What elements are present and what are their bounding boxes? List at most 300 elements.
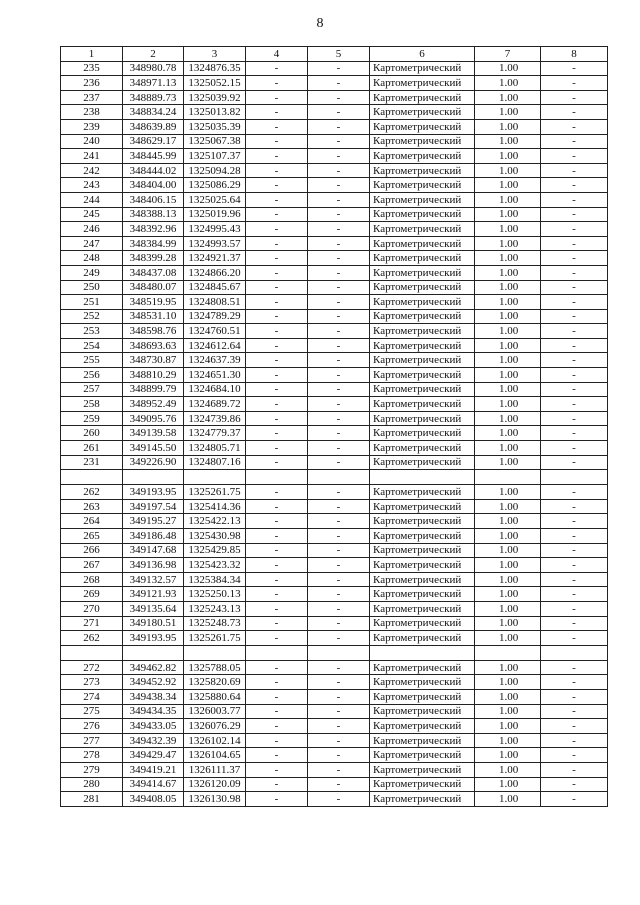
- point-number-cell: 281: [61, 792, 123, 807]
- method-cell: Картометрический: [370, 61, 475, 76]
- col-5-cell: -: [308, 207, 370, 222]
- col-5-cell: -: [308, 192, 370, 207]
- table-row: [61, 616, 608, 631]
- point-number-cell: 275: [61, 704, 123, 719]
- empty-cell: [370, 470, 475, 485]
- method-cell: Картометрический: [370, 733, 475, 748]
- method-cell: Картометрический: [370, 382, 475, 397]
- point-number-cell: 251: [61, 295, 123, 310]
- col-8-cell: -: [541, 514, 608, 529]
- coord-y-cell: 1324995.43: [184, 222, 246, 237]
- col-5-cell: -: [308, 616, 370, 631]
- col-4-cell: -: [246, 265, 308, 280]
- col-5-cell: -: [308, 455, 370, 470]
- col-4-cell: -: [246, 660, 308, 675]
- accuracy-cell: 1.00: [475, 514, 541, 529]
- point-number-cell: 238: [61, 105, 123, 120]
- coord-y-cell: 1324807.16: [184, 455, 246, 470]
- method-cell: Картометрический: [370, 748, 475, 763]
- col-5-cell: -: [308, 426, 370, 441]
- coord-y-cell: 1325414.36: [184, 499, 246, 514]
- coord-x-cell: 349195.27: [123, 514, 184, 529]
- col-8-cell: -: [541, 280, 608, 295]
- accuracy-cell: 1.00: [475, 558, 541, 573]
- coord-x-cell: 349429.47: [123, 748, 184, 763]
- coord-y-cell: 1324684.10: [184, 382, 246, 397]
- coord-x-cell: 348445.99: [123, 149, 184, 164]
- point-number-cell: 244: [61, 192, 123, 207]
- table-row: [61, 236, 608, 251]
- header-col-8: 8: [541, 47, 608, 62]
- coord-x-cell: 348392.96: [123, 222, 184, 237]
- coord-x-cell: 348399.28: [123, 251, 184, 266]
- col-8-cell: -: [541, 338, 608, 353]
- col-8-cell: -: [541, 251, 608, 266]
- coord-x-cell: 348388.13: [123, 207, 184, 222]
- accuracy-cell: 1.00: [475, 411, 541, 426]
- method-cell: Картометрический: [370, 601, 475, 616]
- header-col-4: 4: [246, 47, 308, 62]
- method-cell: Картометрический: [370, 236, 475, 251]
- table-row: [61, 675, 608, 690]
- coord-y-cell: 1325248.73: [184, 616, 246, 631]
- col-5-cell: -: [308, 76, 370, 91]
- col-4-cell: -: [246, 762, 308, 777]
- method-cell: Картометрический: [370, 222, 475, 237]
- col-8-cell: -: [541, 719, 608, 734]
- coord-y-cell: 1325880.64: [184, 689, 246, 704]
- col-5-cell: -: [308, 587, 370, 602]
- col-5-cell: -: [308, 719, 370, 734]
- method-cell: Картометрический: [370, 192, 475, 207]
- col-4-cell: -: [246, 601, 308, 616]
- accuracy-cell: 1.00: [475, 382, 541, 397]
- table-row: [61, 353, 608, 368]
- col-8-cell: -: [541, 382, 608, 397]
- point-number-cell: 267: [61, 558, 123, 573]
- table-row: [61, 601, 608, 616]
- accuracy-cell: 1.00: [475, 397, 541, 412]
- col-8-cell: -: [541, 704, 608, 719]
- col-4-cell: -: [246, 397, 308, 412]
- coord-y-cell: 1324808.51: [184, 295, 246, 310]
- method-cell: Картометрический: [370, 163, 475, 178]
- point-number-cell: 279: [61, 762, 123, 777]
- accuracy-cell: 1.00: [475, 309, 541, 324]
- col-4-cell: -: [246, 689, 308, 704]
- col-4-cell: -: [246, 119, 308, 134]
- col-4-cell: -: [246, 455, 308, 470]
- table-row: [61, 689, 608, 704]
- method-cell: Картометрический: [370, 324, 475, 339]
- col-4-cell: -: [246, 382, 308, 397]
- col-8-cell: -: [541, 411, 608, 426]
- col-4-cell: -: [246, 704, 308, 719]
- coord-x-cell: 348693.63: [123, 338, 184, 353]
- col-8-cell: -: [541, 149, 608, 164]
- header-col-2: 2: [123, 47, 184, 62]
- accuracy-cell: 1.00: [475, 192, 541, 207]
- col-8-cell: -: [541, 134, 608, 149]
- col-4-cell: -: [246, 748, 308, 763]
- accuracy-cell: 1.00: [475, 572, 541, 587]
- col-4-cell: -: [246, 192, 308, 207]
- col-8-cell: -: [541, 353, 608, 368]
- method-cell: Картометрический: [370, 675, 475, 690]
- coord-y-cell: 1326076.29: [184, 719, 246, 734]
- coord-y-cell: 1325035.39: [184, 119, 246, 134]
- method-cell: Картометрический: [370, 178, 475, 193]
- coord-y-cell: 1325423.32: [184, 558, 246, 573]
- col-5-cell: -: [308, 792, 370, 807]
- col-5-cell: -: [308, 222, 370, 237]
- empty-cell: [308, 470, 370, 485]
- point-number-cell: 268: [61, 572, 123, 587]
- col-4-cell: -: [246, 499, 308, 514]
- method-cell: Картометрический: [370, 309, 475, 324]
- table-row: [61, 149, 608, 164]
- coord-x-cell: 348899.79: [123, 382, 184, 397]
- coord-x-cell: 349197.54: [123, 499, 184, 514]
- header-col-7: 7: [475, 47, 541, 62]
- col-4-cell: -: [246, 485, 308, 500]
- col-4-cell: -: [246, 90, 308, 105]
- point-number-cell: 274: [61, 689, 123, 704]
- col-5-cell: -: [308, 675, 370, 690]
- col-8-cell: -: [541, 572, 608, 587]
- point-number-cell: 237: [61, 90, 123, 105]
- accuracy-cell: 1.00: [475, 719, 541, 734]
- coord-x-cell: 349121.93: [123, 587, 184, 602]
- col-5-cell: -: [308, 514, 370, 529]
- method-cell: Картометрический: [370, 543, 475, 558]
- accuracy-cell: 1.00: [475, 777, 541, 792]
- coord-x-cell: 348404.00: [123, 178, 184, 193]
- coord-x-cell: 349462.82: [123, 660, 184, 675]
- col-5-cell: -: [308, 105, 370, 120]
- point-number-cell: 265: [61, 529, 123, 544]
- point-number-cell: 239: [61, 119, 123, 134]
- point-number-cell: 245: [61, 207, 123, 222]
- accuracy-cell: 1.00: [475, 704, 541, 719]
- method-cell: Картометрический: [370, 792, 475, 807]
- coord-y-cell: 1326104.65: [184, 748, 246, 763]
- accuracy-cell: 1.00: [475, 543, 541, 558]
- accuracy-cell: 1.00: [475, 178, 541, 193]
- point-number-cell: 235: [61, 61, 123, 76]
- method-cell: Картометрический: [370, 338, 475, 353]
- method-cell: Картометрический: [370, 616, 475, 631]
- coord-x-cell: 348810.29: [123, 368, 184, 383]
- point-number-cell: 271: [61, 616, 123, 631]
- col-4-cell: -: [246, 149, 308, 164]
- col-5-cell: -: [308, 543, 370, 558]
- table-row: [61, 514, 608, 529]
- coord-y-cell: 1324779.37: [184, 426, 246, 441]
- col-5-cell: -: [308, 631, 370, 646]
- col-4-cell: -: [246, 777, 308, 792]
- accuracy-cell: 1.00: [475, 631, 541, 646]
- col-4-cell: -: [246, 222, 308, 237]
- coord-y-cell: 1326130.98: [184, 792, 246, 807]
- col-5-cell: -: [308, 748, 370, 763]
- method-cell: Картометрический: [370, 368, 475, 383]
- coord-y-cell: 1325025.64: [184, 192, 246, 207]
- accuracy-cell: 1.00: [475, 207, 541, 222]
- accuracy-cell: 1.00: [475, 792, 541, 807]
- table-row: [61, 455, 608, 470]
- coord-x-cell: 348971.13: [123, 76, 184, 91]
- col-5-cell: -: [308, 660, 370, 675]
- table-row: [61, 90, 608, 105]
- col-8-cell: -: [541, 119, 608, 134]
- accuracy-cell: 1.00: [475, 134, 541, 149]
- method-cell: Картометрический: [370, 631, 475, 646]
- coord-y-cell: 1325243.13: [184, 601, 246, 616]
- coord-y-cell: 1324739.86: [184, 411, 246, 426]
- col-8-cell: -: [541, 455, 608, 470]
- coord-x-cell: 349452.92: [123, 675, 184, 690]
- coord-y-cell: 1325250.13: [184, 587, 246, 602]
- header-row: [61, 47, 608, 62]
- point-number-cell: 258: [61, 397, 123, 412]
- coord-x-cell: 348480.07: [123, 280, 184, 295]
- point-number-cell: 250: [61, 280, 123, 295]
- coord-x-cell: 349408.05: [123, 792, 184, 807]
- point-number-cell: 236: [61, 76, 123, 91]
- table-row: [61, 426, 608, 441]
- method-cell: Картометрический: [370, 499, 475, 514]
- col-4-cell: -: [246, 514, 308, 529]
- col-8-cell: -: [541, 485, 608, 500]
- col-5-cell: -: [308, 280, 370, 295]
- accuracy-cell: 1.00: [475, 105, 541, 120]
- accuracy-cell: 1.00: [475, 251, 541, 266]
- table-row: [61, 309, 608, 324]
- col-8-cell: -: [541, 178, 608, 193]
- point-number-cell: 231: [61, 455, 123, 470]
- col-5-cell: -: [308, 572, 370, 587]
- coord-y-cell: 1325422.13: [184, 514, 246, 529]
- col-4-cell: -: [246, 441, 308, 456]
- coord-x-cell: 349145.50: [123, 441, 184, 456]
- col-5-cell: -: [308, 236, 370, 251]
- coord-y-cell: 1325039.92: [184, 90, 246, 105]
- coord-x-cell: 349186.48: [123, 529, 184, 544]
- table-body: [61, 61, 608, 806]
- coord-x-cell: 348889.73: [123, 90, 184, 105]
- col-4-cell: -: [246, 309, 308, 324]
- col-8-cell: -: [541, 265, 608, 280]
- method-cell: Картометрический: [370, 558, 475, 573]
- header-col-5: 5: [308, 47, 370, 62]
- table-row: [61, 762, 608, 777]
- coord-y-cell: 1326120.09: [184, 777, 246, 792]
- col-8-cell: -: [541, 558, 608, 573]
- method-cell: Картометрический: [370, 105, 475, 120]
- coord-y-cell: 1324789.29: [184, 309, 246, 324]
- coord-y-cell: 1325094.28: [184, 163, 246, 178]
- table-row: [61, 792, 608, 807]
- point-number-cell: 256: [61, 368, 123, 383]
- header-col-1: 1: [61, 47, 123, 62]
- table-row: [61, 777, 608, 792]
- coord-x-cell: 349095.76: [123, 411, 184, 426]
- coord-x-cell: 349432.39: [123, 733, 184, 748]
- coord-y-cell: 1325013.82: [184, 105, 246, 120]
- coord-x-cell: 348437.08: [123, 265, 184, 280]
- accuracy-cell: 1.00: [475, 660, 541, 675]
- table-row: [61, 76, 608, 91]
- accuracy-cell: 1.00: [475, 163, 541, 178]
- coord-x-cell: 349180.51: [123, 616, 184, 631]
- col-8-cell: -: [541, 660, 608, 675]
- coord-y-cell: 1324760.51: [184, 324, 246, 339]
- table-row: [61, 397, 608, 412]
- point-number-cell: 248: [61, 251, 123, 266]
- point-number-cell: 249: [61, 265, 123, 280]
- empty-cell: [370, 645, 475, 660]
- col-8-cell: -: [541, 236, 608, 251]
- table-row: [61, 733, 608, 748]
- point-number-cell: 240: [61, 134, 123, 149]
- col-4-cell: -: [246, 324, 308, 339]
- col-8-cell: -: [541, 631, 608, 646]
- accuracy-cell: 1.00: [475, 324, 541, 339]
- table-row: [61, 631, 608, 646]
- col-4-cell: -: [246, 543, 308, 558]
- point-number-cell: 261: [61, 441, 123, 456]
- empty-cell: [475, 470, 541, 485]
- coord-y-cell: 1325384.34: [184, 572, 246, 587]
- point-number-cell: 259: [61, 411, 123, 426]
- col-5-cell: -: [308, 733, 370, 748]
- coord-x-cell: 349147.68: [123, 543, 184, 558]
- method-cell: Картометрический: [370, 149, 475, 164]
- col-4-cell: -: [246, 368, 308, 383]
- method-cell: Картометрический: [370, 719, 475, 734]
- point-number-cell: 253: [61, 324, 123, 339]
- col-8-cell: -: [541, 689, 608, 704]
- table-row: [61, 587, 608, 602]
- coord-x-cell: 348980.78: [123, 61, 184, 76]
- method-cell: Картометрический: [370, 295, 475, 310]
- table-row: [61, 529, 608, 544]
- col-4-cell: -: [246, 616, 308, 631]
- col-4-cell: -: [246, 295, 308, 310]
- coord-x-cell: 349433.05: [123, 719, 184, 734]
- table-row: [61, 295, 608, 310]
- table-row: [61, 265, 608, 280]
- col-4-cell: -: [246, 529, 308, 544]
- col-8-cell: -: [541, 76, 608, 91]
- coord-x-cell: 348834.24: [123, 105, 184, 120]
- table-row: [61, 324, 608, 339]
- coord-y-cell: 1325429.85: [184, 543, 246, 558]
- coord-x-cell: 349135.64: [123, 601, 184, 616]
- col-5-cell: -: [308, 119, 370, 134]
- coord-x-cell: 349132.57: [123, 572, 184, 587]
- table-row: [61, 61, 608, 76]
- accuracy-cell: 1.00: [475, 529, 541, 544]
- accuracy-cell: 1.00: [475, 499, 541, 514]
- coord-x-cell: 348519.95: [123, 295, 184, 310]
- coord-x-cell: 348639.89: [123, 119, 184, 134]
- table-row: [61, 748, 608, 763]
- col-5-cell: -: [308, 368, 370, 383]
- empty-cell: [246, 470, 308, 485]
- point-number-cell: 272: [61, 660, 123, 675]
- col-8-cell: -: [541, 295, 608, 310]
- method-cell: Картометрический: [370, 353, 475, 368]
- accuracy-cell: 1.00: [475, 601, 541, 616]
- table-row: [61, 411, 608, 426]
- col-4-cell: -: [246, 251, 308, 266]
- accuracy-cell: 1.00: [475, 265, 541, 280]
- accuracy-cell: 1.00: [475, 455, 541, 470]
- point-number-cell: 242: [61, 163, 123, 178]
- coord-y-cell: 1324612.64: [184, 338, 246, 353]
- method-cell: Картометрический: [370, 572, 475, 587]
- coord-x-cell: 349419.21: [123, 762, 184, 777]
- col-8-cell: -: [541, 163, 608, 178]
- empty-cell: [475, 645, 541, 660]
- coord-x-cell: 348730.87: [123, 353, 184, 368]
- coord-y-cell: 1324805.71: [184, 441, 246, 456]
- coord-y-cell: 1325261.75: [184, 631, 246, 646]
- col-4-cell: -: [246, 792, 308, 807]
- col-4-cell: -: [246, 733, 308, 748]
- accuracy-cell: 1.00: [475, 76, 541, 91]
- point-number-cell: 266: [61, 543, 123, 558]
- coord-y-cell: 1324993.57: [184, 236, 246, 251]
- col-4-cell: -: [246, 105, 308, 120]
- coord-x-cell: 349434.35: [123, 704, 184, 719]
- point-number-cell: 255: [61, 353, 123, 368]
- table-row: [61, 178, 608, 193]
- col-5-cell: -: [308, 265, 370, 280]
- coord-y-cell: 1326003.77: [184, 704, 246, 719]
- method-cell: Картометрический: [370, 529, 475, 544]
- col-5-cell: -: [308, 689, 370, 704]
- col-8-cell: -: [541, 777, 608, 792]
- table-row: [61, 382, 608, 397]
- method-cell: Картометрический: [370, 426, 475, 441]
- col-5-cell: -: [308, 90, 370, 105]
- point-number-cell: 278: [61, 748, 123, 763]
- method-cell: Картометрический: [370, 441, 475, 456]
- col-8-cell: -: [541, 748, 608, 763]
- table-row: [61, 192, 608, 207]
- coord-y-cell: 1325788.05: [184, 660, 246, 675]
- col-8-cell: -: [541, 368, 608, 383]
- col-8-cell: -: [541, 675, 608, 690]
- coord-x-cell: 348629.17: [123, 134, 184, 149]
- empty-cell: [61, 470, 123, 485]
- coord-y-cell: 1326111.37: [184, 762, 246, 777]
- accuracy-cell: 1.00: [475, 485, 541, 500]
- col-5-cell: -: [308, 411, 370, 426]
- col-4-cell: -: [246, 426, 308, 441]
- method-cell: Картометрический: [370, 660, 475, 675]
- col-8-cell: -: [541, 616, 608, 631]
- accuracy-cell: 1.00: [475, 353, 541, 368]
- table-row: [61, 222, 608, 237]
- coord-x-cell: 349193.95: [123, 631, 184, 646]
- page-number: 8: [316, 16, 324, 31]
- coord-y-cell: 1325820.69: [184, 675, 246, 690]
- col-8-cell: -: [541, 90, 608, 105]
